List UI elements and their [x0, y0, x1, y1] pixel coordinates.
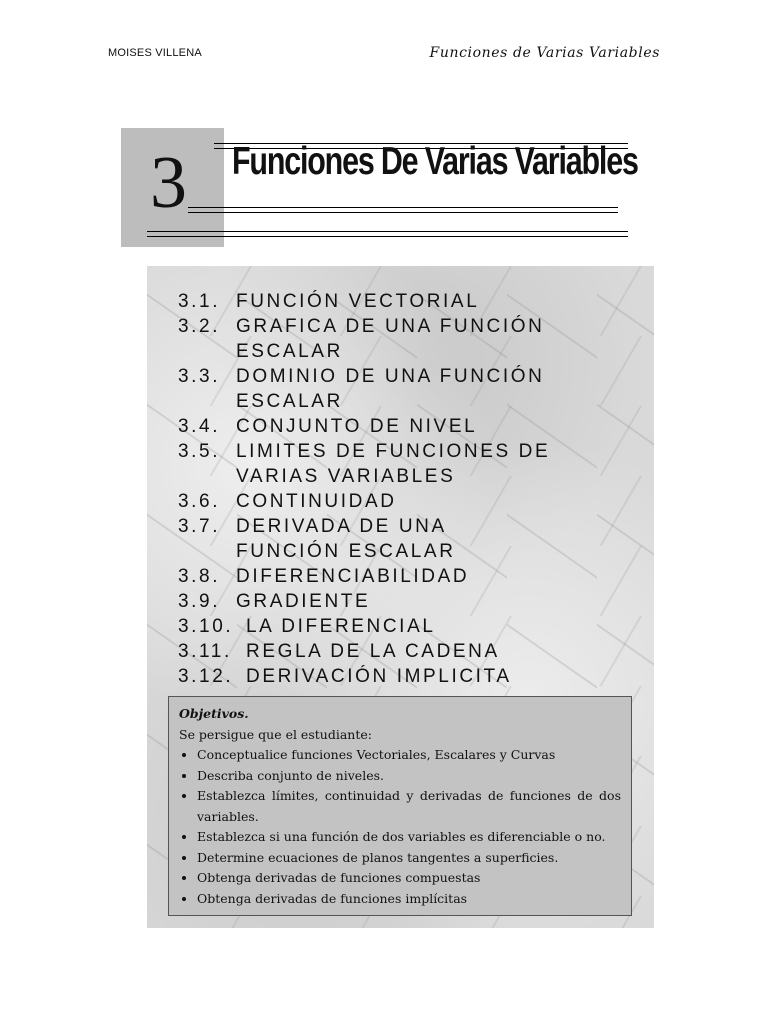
chapter-title: Funciones De Varias Variables	[232, 140, 638, 183]
toc-number: 3.1.	[178, 291, 221, 312]
toc-text: CONJUNTO DE NIVEL	[236, 416, 478, 437]
toc-item	[178, 614, 566, 639]
header-running-title: Funciones de Varias Variables	[429, 45, 660, 61]
toc-item	[178, 439, 566, 489]
objective-item: • Determine ecuaciones de planos tangentes a superficies.	[197, 848, 621, 869]
table-of-contents	[178, 289, 566, 689]
toc-number: 3.5.	[178, 441, 221, 462]
title-rule	[147, 236, 628, 237]
objective-item: • Obtenga derivadas de funciones compuestas	[197, 868, 621, 889]
toc-text: DERIVACIÓN IMPLICITA	[246, 666, 512, 687]
toc-item	[178, 314, 566, 364]
toc-text: REGLA DE LA CADENA	[246, 641, 500, 662]
toc-text: GRADIENTE	[236, 591, 371, 612]
toc-item	[178, 414, 566, 439]
title-rule	[188, 212, 618, 213]
toc-item	[178, 364, 566, 414]
toc-number: 3.8.	[178, 566, 221, 587]
toc-number: 3.7.	[178, 516, 221, 537]
toc-number: 3.12.	[178, 666, 234, 687]
chapter-number: 3	[150, 142, 187, 224]
toc-number: 3.4.	[178, 416, 221, 437]
objectives-box	[168, 696, 632, 916]
title-rule	[188, 207, 618, 208]
title-rule	[147, 231, 628, 232]
toc-number: 3.2.	[178, 316, 221, 337]
header-author: MOISES VILLENA	[108, 47, 202, 59]
toc-number: 3.3.	[178, 366, 221, 387]
toc-item	[178, 639, 566, 664]
toc-text: DOMINIO DE UNA FUNCIÓN ESCALAR	[236, 366, 545, 412]
objectives-title: Objetivos.	[179, 706, 249, 721]
objective-item: • Conceptualice funciones Vectoriales, Escalares y Curvas	[197, 745, 621, 766]
toc-text: DIFERENCIABILIDAD	[236, 566, 470, 587]
toc-item	[178, 514, 566, 564]
toc-item	[178, 289, 566, 314]
toc-number: 3.11.	[178, 641, 232, 662]
toc-number: 3.9.	[178, 591, 221, 612]
toc-text: LIMITES DE FUNCIONES DE VARIAS VARIABLES	[236, 441, 551, 487]
toc-item	[178, 664, 566, 689]
objective-item: • Establezca si una función de dos variables es diferenciable o no.	[197, 827, 621, 848]
toc-text: CONTINUIDAD	[236, 491, 397, 512]
objectives-intro: Se persigue que el estudiante:	[179, 726, 372, 742]
toc-text: GRAFICA DE UNA FUNCIÓN ESCALAR	[236, 316, 545, 362]
toc-text: LA DIFERENCIAL	[246, 616, 436, 637]
toc-item	[178, 489, 566, 514]
toc-text: FUNCIÓN VECTORIAL	[236, 291, 480, 312]
objectives-list	[179, 745, 621, 909]
objective-item: • Establezca límites, continuidad y derivadas de funciones de dos variables.	[197, 786, 621, 827]
toc-text: DERIVADA DE UNA FUNCIÓN ESCALAR	[236, 516, 456, 562]
toc-item	[178, 564, 566, 589]
toc-number: 3.6.	[178, 491, 221, 512]
toc-number: 3.10.	[178, 616, 234, 637]
objective-item: • Describa conjunto de niveles.	[197, 766, 621, 787]
objective-item: • Obtenga derivadas de funciones implícitas	[197, 889, 621, 910]
toc-item	[178, 589, 566, 614]
